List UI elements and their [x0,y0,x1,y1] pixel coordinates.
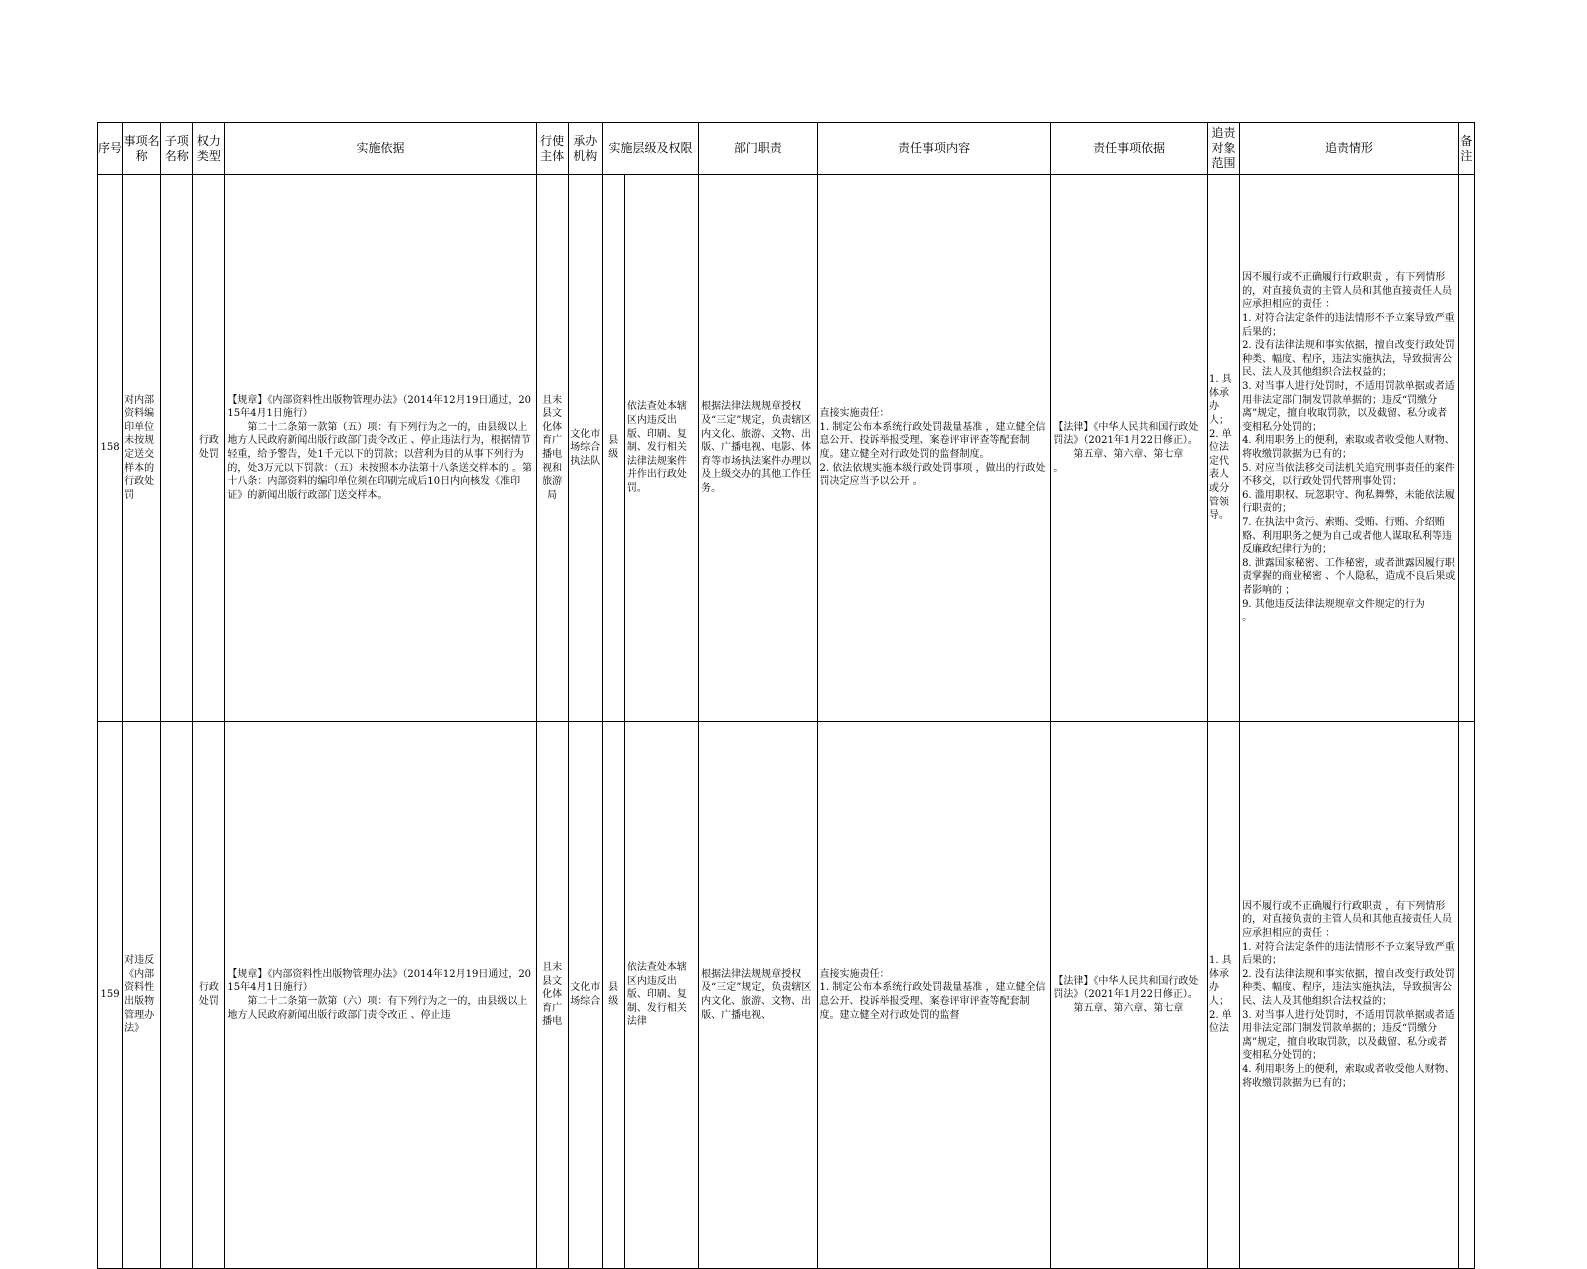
row-level: 县级 [602,722,624,1269]
row-scope: 1. 具体承办人； 2. 单位法定代表人或分管领导。 [1207,175,1239,722]
header-no: 序号 [98,123,123,175]
header-resp-basis: 责任事项依据 [1051,123,1208,175]
basis-body: 第二十二条第一款第（六）项：有下列行为之一的，由县级以上地方人民政府新闻出版行政部门责令改正 、停止违 [227,996,528,1021]
header-type: 权力类型 [193,123,225,175]
row-subname [161,175,193,722]
table-row [98,722,1475,1269]
header-subname: 子项名称 [161,123,193,175]
header-level: 实施层级及权限 [602,123,698,175]
row-name: 对违反《内部资料性出版物管理办法》 [123,722,161,1269]
row-situation: 因不履行或不正确履行行政职责 ，有下列情形的，对直接负责的主管人员和其他直接责任人员应承担相应的责任 ： 1. 对符合法定条件的违法情形不予立案导致严重后果的； 2. 没有法律法规和事实依据，擅自改变行政处罚种类、幅度、程序，违法实施执法，导致损害公民、法人及其他组织合法权益的； 3. 对当事人进行处罚时，不适用罚款单据或者适用非法定部门制发罚款单据的；违反“罚缴分离”规定，擅自收取罚款，以及截留、私分或者变相私分处罚的； 4. 利用职务上的便利，索取或者收受他人财物、将收缴罚款据为已有的； 5. 对应当依法移交司法机关追究刑事责任的案件不移交，以行政处罚代替刑事处罚； 6. 滥用职权、玩忽职守、徇私舞弊，未能依法履行职责的； 7. 在执法中贪污、索贿、受贿、行贿、介绍贿赂、利用职务之便为自己或者他人谋取私利等违反廉政纪律行为的； 8. 泄露国家秘密、工作秘密，或者泄露因履行职责掌握的商业秘密 、个人隐私，造成不良后果或者影响的 ； 9. 其他违反法律法规规章文件规定的行为 。 [1240,175,1459,722]
row-authority: 依法查处本辖区内违反出版、印刷、复制、发行相关法律 [624,722,698,1269]
row-authority: 依法查处本辖区内违反出版、印刷、复制、发行相关法律法规案件并作出行政处罚。 [624,175,698,722]
row-name: 对内部资料编印单位未按规定送交样本的行政处罚 [123,175,161,722]
row-no: 158 [98,175,123,722]
table-row [98,175,1475,722]
row-subname [161,722,193,1269]
row-subject: 且末县文化体育广播电视和旅游局 [536,175,568,722]
row-content: 直接实施责任： 1. 制定公布本系统行政处罚裁量基准 ，建立健全信息公开、投诉举报受理、案卷评审评查等配套制度。建立健全对行政处罚的监督制度。 2. 依法依规实施本级行政处罚事项 ，做出的行政处罚决定应当予以公开 。 [817,175,1051,722]
basis-title: 【规章】《内部资料性出版物管理办法》（2014年12月19日通过，2015年4月1日施行） [227,394,532,420]
header-situation: 追责情形 [1240,123,1459,175]
header-org: 承办机构 [568,123,602,175]
row-note [1458,722,1474,1269]
row-content: 直接实施责任： 1. 制定公布本系统行政处罚裁量基准 ，建立健全信息公开、投诉举报受理、案卷评审评查等配套制度。建立健全对行政处罚的监督 [817,722,1051,1269]
header-duty: 部门职责 [699,123,817,175]
header-subject: 行使主体 [536,123,568,175]
basis-title: 【规章】《内部资料性出版物管理办法》（2014年12月19日通过，2015年4月1日施行） [227,968,532,994]
header-content: 责任事项内容 [817,123,1051,175]
row-scope: 1. 具体承办人； 2. 单位法 [1207,722,1239,1269]
row-duty: 根据法律法规规章授权及“三定”规定，负责辖区内文化、旅游、文物、出版、广播电视、电影、体育等市场执法案件办理以及上级交办的其他工作任务。 [699,175,817,722]
row-resp-basis: 【法律】《中华人民共和国行政处罚法》（2021年1月22日修正）。 第五章、第六章、第七章 [1051,722,1208,1269]
row-subject: 且末县文化体育广播电 [536,722,568,1269]
responsibility-table [97,122,1475,1269]
row-org: 文化市场综合 [568,722,602,1269]
header-basis: 实施依据 [225,123,536,175]
row-situation: 因不履行或不正确履行行政职责 ，有下列情形的，对直接负责的主管人员和其他直接责任人员应承担相应的责任 ： 1. 对符合法定条件的违法情形不予立案导致严重后果的； 2. 没有法律法规和事实依据，擅自改变行政处罚种类、幅度、程序，违法实施执法，导致损害公民、法人及其他组织合法权益的； 3. 对当事人进行处罚时，不适用罚款单据或者适用非法定部门制发罚款单据的；违反“罚缴分离”规定，擅自收取罚款，以及截留、私分或者变相私分处罚的； 4. 利用职务上的便利，索取或者收受他人财物、将收缴罚款据为已有的； [1240,722,1459,1269]
row-basis [225,722,536,1269]
row-org: 文化市场综合执法队 [568,175,602,722]
row-type: 行政处罚 [193,175,225,722]
header-scope: 追责对象范围 [1207,123,1239,175]
header-note: 备注 [1458,123,1474,175]
row-no: 159 [98,722,123,1269]
header-row [98,123,1475,175]
row-note [1458,175,1474,722]
row-basis [225,175,536,722]
row-resp-basis: 【法律】《中华人民共和国行政处罚法》（2021年1月22日修正）。 第五章、第六章、第七章 。 [1051,175,1208,722]
basis-body: 第二十二条第一款第（五）项：有下列行为之一的，由县级以上地方人民政府新闻出版行政部门责令改正 、停止违法行为，根据情节轻重，给予警告，处1千元以下的罚款；以营利为目的从事下列行为的，处3万元以下罚款：（五）未按照本办法第十八条送交样本的 。第十八条：内部资料的编印单位须在印刷完成后10日内向核发《准印证》的新闻出版行政部门送交样本。 [227,421,532,501]
header-name: 事项名称 [123,123,161,175]
row-type: 行政处罚 [193,722,225,1269]
row-level: 县级 [602,175,624,722]
table-viewport [97,122,1475,1089]
row-duty: 根据法律法规规章授权及“三定”规定，负责辖区内文化、旅游、文物、出版、广播电视、 [699,722,817,1269]
